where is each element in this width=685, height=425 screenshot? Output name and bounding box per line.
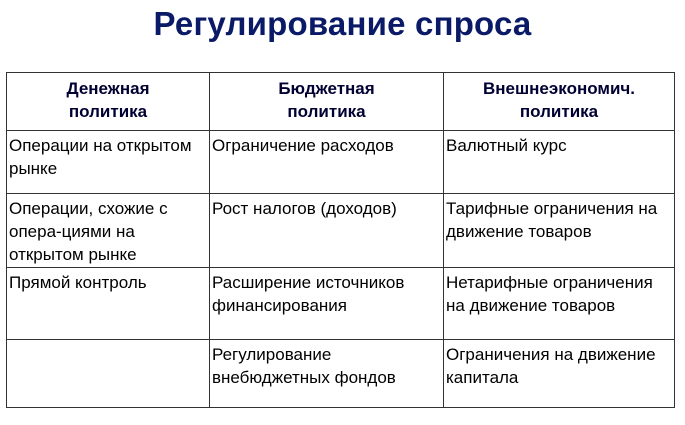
table-cell: Нетарифные ограничения на движение товаров — [444, 268, 675, 340]
table-cell: Валютный курс — [444, 131, 675, 194]
column-header-line: Бюджетная — [278, 79, 375, 98]
table-header-row — [7, 73, 675, 131]
column-header-line: Внешнеэкономич. — [483, 79, 635, 98]
column-header-line: политика — [287, 102, 366, 121]
table-cell: Рост налогов (доходов) — [210, 194, 444, 268]
column-header-line: Денежная — [66, 79, 150, 98]
column-header-foreign-economic — [444, 73, 675, 131]
table-row — [7, 194, 675, 268]
column-header-line: политика — [519, 102, 599, 121]
table-cell: Ограничения на движение капитала — [444, 340, 675, 408]
page-title: Регулирование спроса — [153, 5, 532, 42]
table-cell: Операции, схожие с опера-циями на открытом рынке — [7, 194, 210, 268]
table-cell — [7, 340, 210, 408]
column-header-budget — [210, 73, 444, 131]
column-header-line: политика — [68, 102, 148, 121]
policy-table — [6, 72, 675, 408]
table-row — [7, 340, 675, 408]
table-row — [7, 268, 675, 340]
table-cell: Расширение источников финансирования — [210, 268, 444, 340]
table-cell: Прямой контроль — [7, 268, 210, 340]
table-cell: Ограничение расходов — [210, 131, 444, 194]
table-cell: Операции на открытом рынке — [7, 131, 210, 194]
column-header-monetary — [7, 73, 210, 131]
table-cell: Регулирование внебюджетных фондов — [210, 340, 444, 408]
table-row — [7, 131, 675, 194]
table-cell: Тарифные ограничения на движение товаров — [444, 194, 675, 268]
